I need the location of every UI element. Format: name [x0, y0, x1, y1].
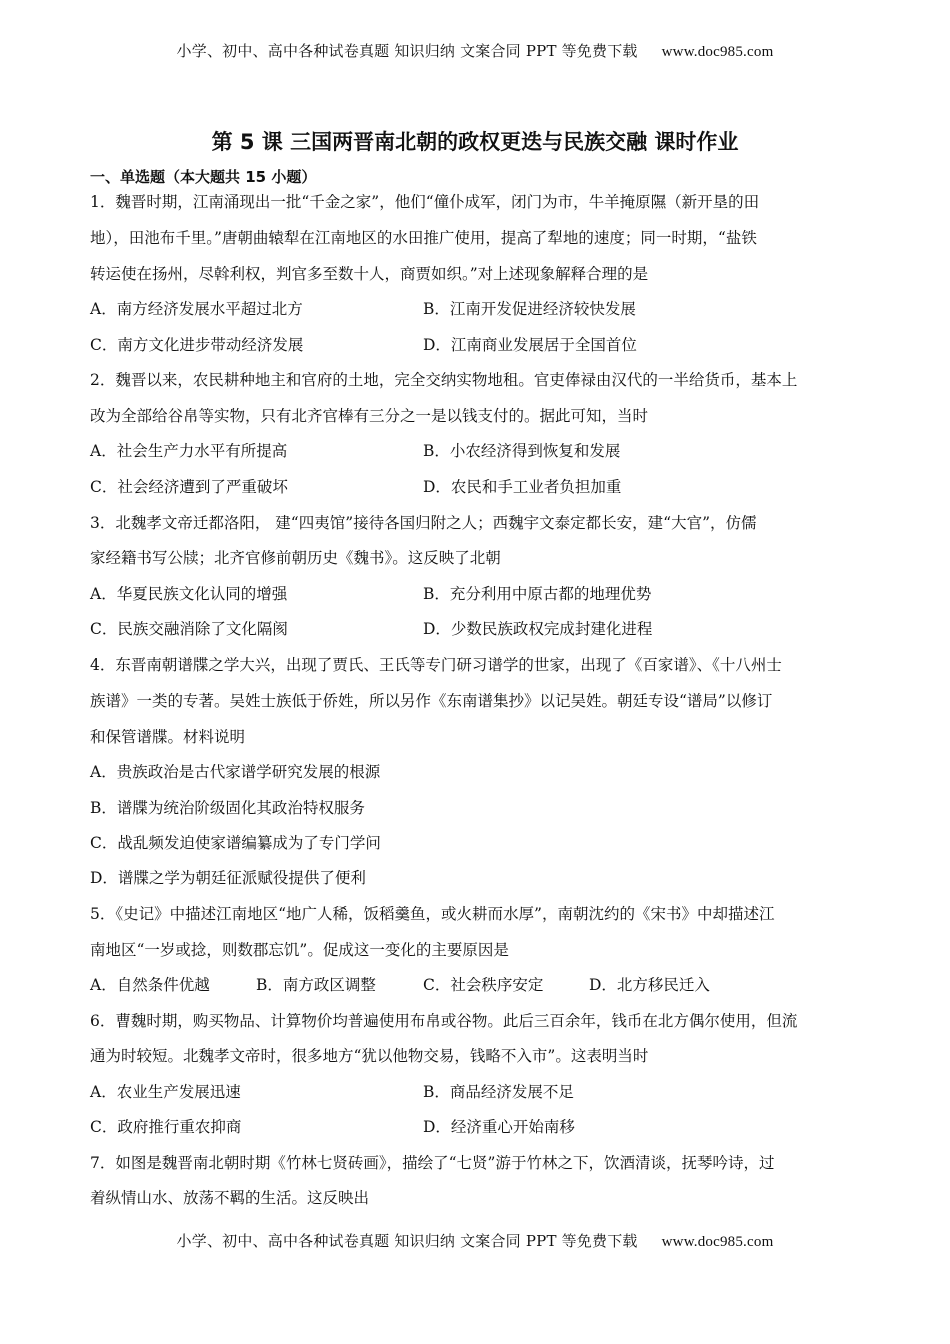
question-6-line-2: 通为时较短。北魏孝文帝时，很多地方“犹以他物交易，钱略不入市”。这表明当时: [90, 1047, 649, 1065]
question-6-option-b[interactable]: B．商品经济发展不足: [423, 1083, 574, 1101]
question-6-option-d[interactable]: D．经济重心开始南移: [423, 1118, 575, 1136]
question-5-option-d[interactable]: D．北方移民迁入: [589, 976, 710, 994]
footer-text: 小学、初中、高中各种试卷真题 知识归纳 文案合同 PPT 等免费下载: [176, 1232, 638, 1250]
question-1-option-a[interactable]: A．南方经济发展水平超过北方: [90, 300, 303, 318]
question-6-option-c[interactable]: C．政府推行重农抑商: [90, 1118, 242, 1136]
section-heading: 一、单选题（本大题共 15 小题）: [90, 168, 317, 186]
question-2-option-b[interactable]: B．小农经济得到恢复和发展: [423, 442, 621, 460]
question-2-line-1: 2．魏晋以来，农民耕种地主和官府的土地，完全交纳实物地租。官吏俸禄由汉代的一半给货币，基本上: [90, 371, 798, 389]
question-7-line-1: 7．如图是魏晋南北朝时期《竹林七贤砖画》，描绘了“七贤”游于竹林之下，饮酒清谈，抚琴吟诗，过: [90, 1154, 775, 1172]
question-4-option-d[interactable]: D．谱牒之学为朝廷征派赋役提供了便利: [90, 869, 366, 887]
question-1-option-c[interactable]: C．南方文化进步带动经济发展: [90, 336, 304, 354]
header-url[interactable]: www.doc985.com: [661, 44, 774, 60]
question-4-line-3: 和保管谱牒。材料说明: [90, 728, 246, 746]
question-6-line-1: 6．曹魏时期，购买物品、计算物价均普遍使用布帛或谷物。此后三百余年，钱币在北方偶尔使用，但流: [90, 1012, 798, 1030]
question-2-option-a[interactable]: A．社会生产力水平有所提高: [90, 442, 288, 460]
question-3-line-2: 家经籍书写公牍；北齐官修前朝历史《魏书》。这反映了北朝: [90, 549, 501, 567]
question-2-option-c[interactable]: C．社会经济遭到了严重破坏: [90, 478, 288, 496]
question-1-line-2: 地），田池布千里。”唐朝曲辕犁在江南地区的水田推广使用，提高了犁地的速度；同一时期，“盐铁: [90, 229, 757, 247]
question-5-option-c[interactable]: C．社会秩序安定: [423, 976, 544, 994]
question-2-option-d[interactable]: D．农民和手工业者负担加重: [423, 478, 622, 496]
question-1-line-3: 转运使在扬州，尽斡利权，判官多至数十人，商贾如织。”对上述现象解释合理的是: [90, 265, 649, 283]
page-header: [0, 40, 950, 61]
question-5-line-1: 5．《史记》中描述江南地区“地广人稀，饭稻羹鱼，或火耕而水厚”，南朝沈约的《宋书》中却描述江: [90, 905, 775, 923]
page-title: 第 5 课 三国两晋南北朝的政权更迭与民族交融 课时作业: [211, 130, 739, 154]
header-text: 小学、初中、高中各种试卷真题 知识归纳 文案合同 PPT 等免费下载: [176, 42, 638, 60]
question-5-option-b[interactable]: B．南方政区调整: [256, 976, 376, 994]
question-5-option-a[interactable]: A．自然条件优越: [90, 976, 210, 994]
question-5-line-2: 南地区“一岁或捻，则数郡忘饥”。促成这一变化的主要原因是: [90, 941, 509, 959]
question-7-line-2: 着纵情山水、放荡不羁的生活。这反映出: [90, 1189, 370, 1207]
question-4-option-b[interactable]: B．谱牒为统治阶级固化其政治特权服务: [90, 799, 365, 817]
question-4-option-a[interactable]: A．贵族政治是古代家谱学研究发展的根源: [90, 763, 381, 781]
question-1-line-1: 1．魏晋时期，江南涌现出一批“千金之家”，他们“僮仆成军，闭门为市，牛羊掩原隰（新开垦的田: [90, 193, 760, 211]
question-2-line-2: 改为全部给谷帛等实物，只有北齐官棒有三分之一是以钱支付的。据此可知，当时: [90, 407, 649, 425]
question-4-option-c[interactable]: C．战乱频发迫使家谱编纂成为了专门学问: [90, 834, 381, 852]
footer-url[interactable]: www.doc985.com: [661, 1234, 774, 1250]
question-3-option-d[interactable]: D．少数民族政权完成封建化进程: [423, 620, 653, 638]
question-1-option-d[interactable]: D．江南商业发展居于全国首位: [423, 336, 637, 354]
question-3-line-1: 3．北魏孝文帝迁都洛阳， 建“四夷馆”接待各国归附之人；西魏宇文泰定都长安，建“大官”，仿儒: [90, 514, 757, 532]
question-1-option-b[interactable]: B．江南开发促进经济较快发展: [423, 300, 636, 318]
question-3-option-b[interactable]: B．充分利用中原古都的地理优势: [423, 585, 652, 603]
question-3-option-c[interactable]: C．民族交融消除了文化隔阂: [90, 620, 288, 638]
question-6-option-a[interactable]: A．农业生产发展迅速: [90, 1083, 241, 1101]
question-4-line-2: 族谱》一类的专著。吴姓士族低于侨姓，所以另作《东南谱集抄》以记吴姓。朝廷专设“谱局”以修订: [90, 692, 773, 710]
question-3-option-a[interactable]: A．华夏民族文化认同的增强: [90, 585, 288, 603]
page-footer: [0, 1230, 950, 1251]
question-4-line-1: 4．东晋南朝谱牒之学大兴，出现了贾氏、王氏等专门研习谱学的世家，出现了《百家谱》、《十八州士: [90, 656, 782, 674]
